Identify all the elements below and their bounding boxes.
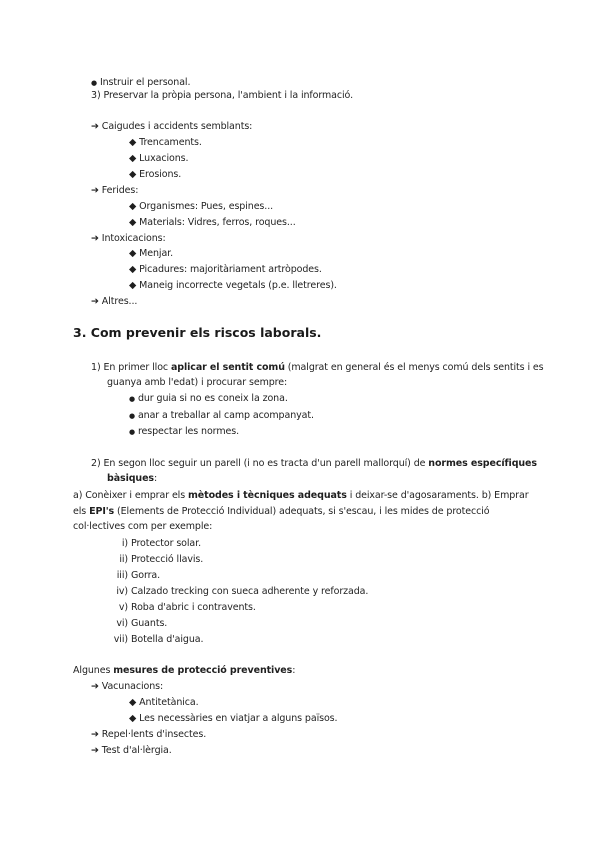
diamond-list-item [129, 152, 188, 165]
text-segment: : [153, 473, 158, 484]
bold-text: bàsiques [107, 473, 154, 484]
roman-number: iv) [116, 586, 128, 597]
list-item-text: Materials: Vidres, ferros, roques... [139, 217, 296, 228]
paragraph-line [73, 505, 490, 518]
paragraph-line [107, 472, 157, 485]
list-item-text: Les necessàries en viatjar a alguns països. [139, 713, 338, 724]
arrow-icon: ➔ [91, 681, 99, 692]
paragraph-line [91, 361, 544, 374]
list-item-text: Menjar. [139, 248, 174, 259]
diamond-list-item [129, 696, 199, 709]
roman-number: v) [118, 602, 128, 613]
bullet-dot-icon: ● [129, 395, 136, 403]
list-item-text: dur guia si no es coneix la zona. [137, 393, 288, 404]
bold-text: normes específiques [428, 458, 537, 469]
bold-text: mètodes i tècniques adequats [188, 490, 347, 501]
list-item-text: Maneig incorrecte vegetals (p.e. lletreres). [139, 280, 337, 291]
diamond-icon: ◆ [129, 169, 137, 180]
roman-number: ii) [119, 554, 128, 565]
section-heading: 3. Com prevenir els riscos laborals. [73, 325, 322, 340]
list-item-text: Ferides: [101, 185, 139, 196]
arrow-icon: ➔ [91, 185, 99, 196]
bullet-dot-icon: ● [129, 428, 136, 436]
text-segment: i deixar-se d'agosaraments. b) Emprar [346, 490, 529, 501]
diamond-icon: ◆ [129, 217, 137, 228]
diamond-icon: ◆ [129, 697, 137, 708]
list-item-text: Intoxicacions: [101, 233, 166, 244]
paragraph-line: col·lectives com per exemple: [73, 521, 213, 532]
text-segment: En primer lloc [103, 362, 171, 373]
text-segment: (malgrat en general és el menys comú dels sentits i es [284, 362, 544, 373]
list-item [129, 392, 288, 406]
list-item-text: Repel·lents d'insectes. [101, 729, 207, 740]
diamond-icon: ◆ [129, 264, 137, 275]
arrow-list-item [91, 232, 166, 245]
diamond-list-item [129, 216, 296, 229]
roman-number: vi) [116, 618, 128, 629]
bold-text: aplicar el sentit comú [170, 362, 285, 373]
paragraph-line [73, 664, 295, 677]
bold-text: EPI's [89, 506, 115, 517]
paragraph-line [91, 457, 537, 470]
list-item-text: Gorra. [131, 570, 161, 581]
diamond-icon: ◆ [129, 137, 137, 148]
list-item-text: Roba d'abric i contravents. [131, 602, 256, 613]
arrow-icon: ➔ [91, 729, 99, 740]
diamond-list-item [129, 200, 273, 213]
list-item-text: Test d'al·lèrgia. [101, 745, 172, 756]
list-item-text: Protector solar. [131, 538, 202, 549]
list-number: 3) [91, 90, 101, 101]
arrow-list-item [91, 744, 172, 757]
arrow-icon: ➔ [91, 121, 99, 132]
list-item-text: Picadures: majoritàriament artròpodes. [139, 264, 322, 275]
bullet-dot-icon: ● [91, 79, 98, 87]
paragraph-line: guanya amb l'edat) i procurar sempre: [107, 377, 288, 388]
list-number: 1) [91, 362, 101, 373]
bullet-dot-icon: ● [129, 412, 136, 420]
list-item-text: Botella d'aigua. [131, 634, 204, 645]
bold-text: mesures de protecció preventives [113, 665, 293, 676]
roman-number: iii) [116, 570, 128, 581]
list-item [91, 89, 353, 102]
list-item-text: Erosions. [139, 169, 182, 180]
list-item-text: Luxacions. [139, 153, 189, 164]
roman-number: vii) [113, 634, 128, 645]
list-item-text: Vacunacions: [101, 681, 164, 692]
list-item [129, 425, 239, 439]
arrow-list-item [91, 295, 137, 308]
list-item [129, 409, 314, 423]
text-segment: En segon lloc seguir un parell (i no es tracta d'un parell mallorquí) de [103, 458, 429, 469]
arrow-list-item [91, 680, 163, 693]
diamond-list-item [129, 712, 337, 725]
text-segment: a) Conèixer i emprar els [73, 490, 188, 501]
list-item-text: Guants. [131, 618, 168, 629]
diamond-icon: ◆ [129, 713, 137, 724]
text-segment: Algunes [73, 665, 114, 676]
list-item-text: Antitetànica. [139, 697, 199, 708]
arrow-list-item [91, 184, 138, 197]
text-segment: (Elements de Protecció Individual) adequats, si s'escau, i les mides de protecció [114, 506, 490, 517]
arrow-icon: ➔ [91, 296, 99, 307]
arrow-icon: ➔ [91, 233, 99, 244]
diamond-list-item [129, 263, 322, 276]
list-item-text: Calzado trecking con sueca adherente y reforzada. [131, 586, 369, 597]
arrow-icon: ➔ [91, 745, 99, 756]
list-item-text: Caigudes i accidents semblants: [101, 121, 253, 132]
list-item-text: anar a treballar al camp acompanyat. [137, 410, 314, 421]
list-item-text: Preservar la pròpia persona, l'ambient i la informació. [103, 90, 354, 101]
diamond-icon: ◆ [129, 280, 137, 291]
diamond-list-item [129, 168, 181, 181]
arrow-list-item [91, 120, 252, 133]
text-segment: : [292, 665, 296, 676]
list-number: 2) [91, 458, 101, 469]
diamond-icon: ◆ [129, 248, 137, 259]
paragraph-line [73, 489, 529, 502]
list-item-text: Protecció llavis. [131, 554, 204, 565]
list-item [91, 76, 190, 90]
list-item-text: Trencaments. [139, 137, 202, 148]
list-item-text: Altres... [101, 296, 138, 307]
diamond-icon: ◆ [129, 153, 137, 164]
list-item-text: respectar les normes. [137, 426, 239, 437]
list-item-text: Organismes: Pues, espines... [139, 201, 274, 212]
text-segment: els [73, 506, 90, 517]
diamond-list-item [129, 136, 202, 149]
list-item-text: Instruir el personal. [99, 77, 191, 88]
diamond-icon: ◆ [129, 201, 137, 212]
arrow-list-item [91, 728, 206, 741]
diamond-list-item [129, 247, 173, 260]
diamond-list-item [129, 279, 337, 292]
roman-number: i) [121, 538, 128, 549]
